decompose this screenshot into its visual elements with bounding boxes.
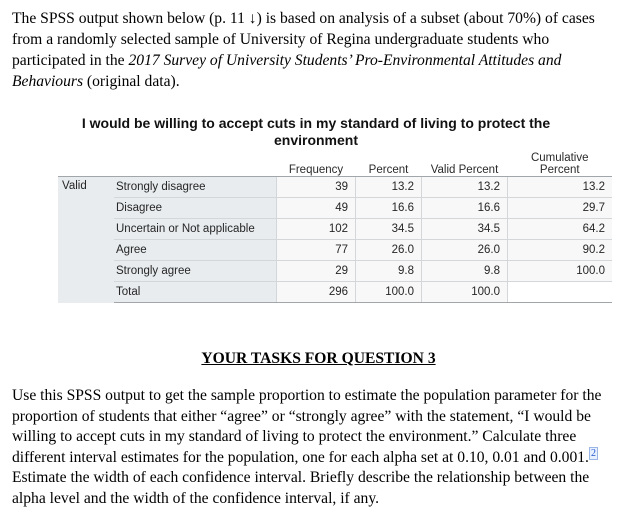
table-body	[58, 177, 612, 303]
row-cumulative	[508, 282, 613, 303]
survey-title: 2017 Survey of University Students’ Pro-Environmental Attitudes and Behaviours	[12, 52, 562, 90]
row-valid-percent: 34.5	[422, 219, 508, 240]
row-frequency: 102	[277, 219, 356, 240]
header-percent: Percent	[356, 152, 422, 177]
frequency-table	[58, 152, 612, 303]
table-title: I would be willing to accept cuts in my standard of living to protect the environment	[81, 115, 551, 148]
intro-text: The SPSS output shown below (p. 11 ↓) is based on analysis of a subset (about 70%) of cases from a randomly selected sample of University of Regina undergraduate students who participated in the	[12, 10, 595, 69]
row-frequency: 77	[277, 240, 356, 261]
table-row	[58, 240, 612, 261]
intro-text-end: (original data).	[83, 73, 180, 90]
table-row	[58, 261, 612, 282]
row-frequency: 296	[277, 282, 356, 303]
table-row	[58, 198, 612, 219]
row-percent: 34.5	[356, 219, 422, 240]
row-percent: 16.6	[356, 198, 422, 219]
row-valid-percent: 16.6	[422, 198, 508, 219]
row-frequency: 49	[277, 198, 356, 219]
header-cumulative-percent	[508, 152, 613, 177]
row-cumulative: 90.2	[508, 240, 613, 261]
row-valid-percent: 26.0	[422, 240, 508, 261]
task-paragraph	[12, 386, 626, 510]
row-cumulative: 100.0	[508, 261, 613, 282]
row-percent: 26.0	[356, 240, 422, 261]
header-valid-percent: Valid Percent	[422, 152, 508, 177]
table-row	[58, 219, 612, 240]
header-frequency: Frequency	[277, 152, 356, 177]
row-percent: 9.8	[356, 261, 422, 282]
group-label: Valid	[58, 177, 114, 303]
row-frequency: 29	[277, 261, 356, 282]
row-valid-percent: 9.8	[422, 261, 508, 282]
row-percent: 100.0	[356, 282, 422, 303]
intro-paragraph	[12, 8, 624, 92]
row-cumulative: 13.2	[508, 177, 613, 198]
task-text-end: Estimate the width of each confidence interval. Briefly describe the relationship between the alpha level and the width of the confidence interval, if any.	[12, 469, 590, 507]
header-cumulative-line2: Percent	[539, 164, 580, 176]
row-category: Strongly agree	[114, 261, 277, 282]
row-frequency: 39	[277, 177, 356, 198]
header-cumulative-line1: Cumulative	[530, 152, 589, 164]
row-cumulative: 29.7	[508, 198, 613, 219]
row-cumulative: 64.2	[508, 219, 613, 240]
row-percent: 13.2	[356, 177, 422, 198]
row-category: Uncertain or Not applicable	[114, 219, 277, 240]
table-row-total	[58, 282, 612, 303]
task-text: Use this SPSS output to get the sample proportion to estimate the population parameter for the proportion of students that either “agree” or “strongly agree” with the statement, “I would be willing to accept cuts in my standard of living to protect the environment.” Calculate three different interval estimates for the population, one for each alpha set at 0.10, 0.01 and 0.001.	[12, 387, 602, 466]
row-category: Disagree	[114, 198, 277, 219]
row-valid-percent: 100.0	[422, 282, 508, 303]
task-heading: YOUR TASKS FOR QUESTION 3	[201, 350, 436, 367]
table-row	[58, 177, 612, 198]
row-valid-percent: 13.2	[422, 177, 508, 198]
row-category: Agree	[114, 240, 277, 261]
footnote-link[interactable]: 2	[590, 447, 596, 459]
row-category: Strongly disagree	[114, 177, 277, 198]
row-category: Total	[114, 282, 277, 303]
